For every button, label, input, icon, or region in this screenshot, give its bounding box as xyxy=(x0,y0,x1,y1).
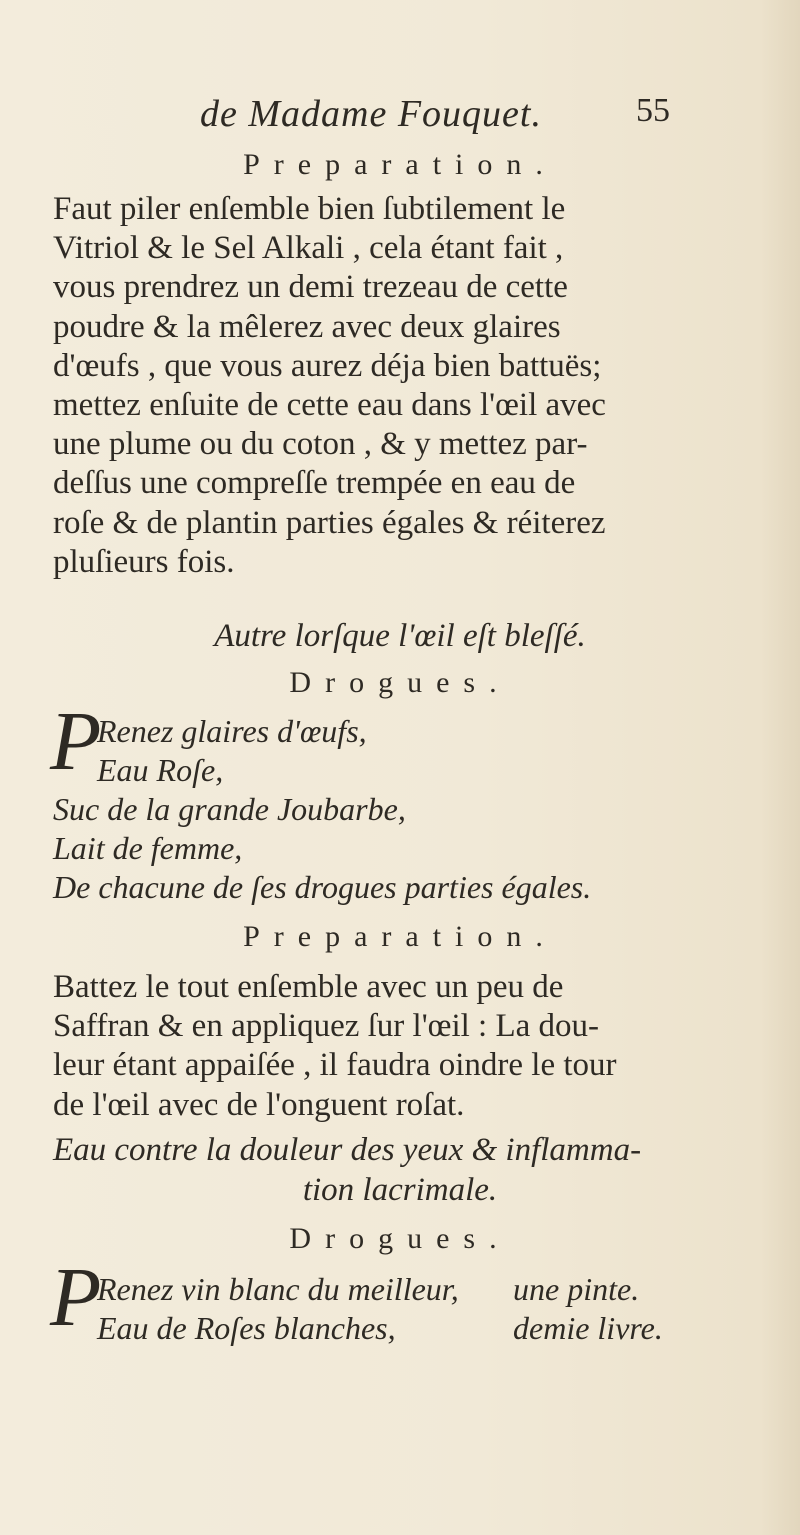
drug-quantity: une pinte. xyxy=(513,1271,640,1307)
drug-name: Renez vin blanc du meilleur, xyxy=(97,1271,459,1307)
running-head xyxy=(0,92,800,142)
list-item: Suc de la grande Joubarbe, xyxy=(53,791,406,827)
text-line: roſe & de plantin parties égales & réiterez xyxy=(53,504,606,541)
text-line: Vitriol & le Sel Alkali , cela étant fait , xyxy=(53,230,564,267)
text-line: pluſieurs fois. xyxy=(53,543,235,580)
drug-quantity: demie livre. xyxy=(513,1310,663,1346)
list-item: De chacune de ſes drogues parties égales. xyxy=(53,869,592,905)
list-item: Renez glaires d'œufs, xyxy=(97,713,367,749)
drug-name: Eau de Roſes blanches, xyxy=(97,1310,396,1346)
section-heading-preparation: Preparation. xyxy=(243,148,557,181)
list-item: Eau Roſe, xyxy=(97,752,224,788)
text-line: Battez le tout enſemble avec un peu de xyxy=(53,969,564,1005)
text-line: une plume ou du coton , & y mettez par- xyxy=(53,426,588,463)
list-item xyxy=(53,1309,733,1348)
text-line: d'œufs , que vous aurez déja bien battuës; xyxy=(53,347,602,384)
recipe-title: Autre lorſque l'œil eſt bleſſé. xyxy=(214,618,586,654)
drug-list xyxy=(53,712,733,907)
text-line: Saffran & en appliquez ſur l'œil : La dou- xyxy=(53,1008,600,1045)
preparation-paragraph xyxy=(53,190,689,582)
list-item xyxy=(53,1270,733,1309)
recipe-title-continued: tion lacrimale. xyxy=(302,1172,498,1208)
running-title: de Madame Fouquet. xyxy=(200,93,542,135)
drop-cap: P xyxy=(50,1251,102,1344)
drugs-heading: Drogues. xyxy=(289,1222,511,1255)
recipe-title: Eau contre la douleur des yeux & inflamma- xyxy=(53,1132,642,1168)
drop-cap: P xyxy=(50,695,102,788)
text-line: mettez enſuite de cette eau dans l'œil avec xyxy=(53,387,606,424)
drug-list xyxy=(53,1270,733,1348)
section-heading-preparation: Preparation. xyxy=(243,920,557,953)
text-line: leur étant appaiſée , il faudra oindre le tour xyxy=(53,1047,617,1084)
text-line: de l'œil avec de l'onguent roſat. xyxy=(53,1086,465,1123)
list-item: Lait de femme, xyxy=(53,830,243,866)
text-line: vous prendrez un demi trezeau de cette xyxy=(53,269,568,306)
text-line: deſſus une compreſſe trempée en eau de xyxy=(53,465,576,502)
preparation-paragraph xyxy=(53,968,689,1125)
text-line: Faut piler enſemble bien ſubtilement le xyxy=(53,191,566,227)
drugs-heading: Drogues. xyxy=(289,666,511,699)
text-line: poudre & la mêlerez avec deux glaires xyxy=(53,308,561,345)
page-number: 55 xyxy=(636,92,670,129)
